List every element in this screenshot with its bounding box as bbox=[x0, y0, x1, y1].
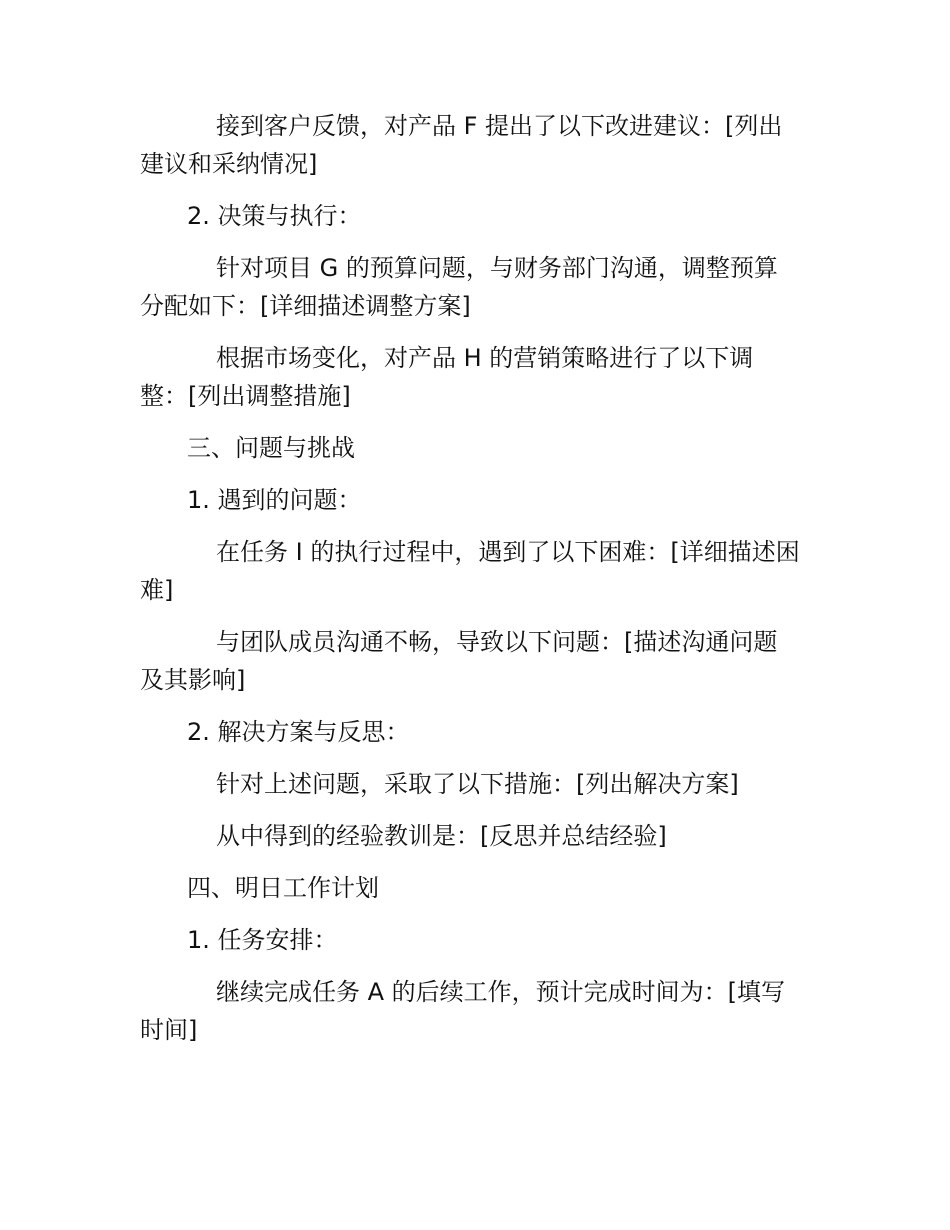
paragraph-team-communication: 与团队成员沟通不畅，导致以下问题：[描述沟通问题及其影响] bbox=[140, 628, 778, 694]
paragraph-product-f-feedback: 接到客户反馈，对产品 F 提出了以下改进建议：[列出建议和采纳情况] bbox=[140, 112, 783, 178]
subheading-decision-execution: 2. 决策与执行： bbox=[187, 202, 362, 230]
section-heading-problems-challenges: 三、问题与挑战 bbox=[187, 434, 355, 462]
subheading-task-arrangement: 1. 任务安排： bbox=[187, 926, 338, 954]
section-heading-tomorrow-plan: 四、明日工作计划 bbox=[187, 874, 379, 902]
paragraph-task-i-difficulties: 在任务 I 的执行过程中，遇到了以下困难：[详细描述困难] bbox=[140, 538, 800, 604]
subheading-problems-encountered: 1. 遇到的问题： bbox=[187, 486, 362, 514]
paragraph-lessons-learned: 从中得到的经验教训是：[反思并总结经验] bbox=[216, 822, 667, 850]
subheading-solutions-reflection: 2. 解决方案与反思： bbox=[187, 718, 410, 746]
paragraph-measures-taken: 针对上述问题，采取了以下措施：[列出解决方案] bbox=[216, 770, 739, 798]
document-content bbox=[140, 107, 800, 1063]
paragraph-project-g-budget: 针对项目 G 的预算问题，与财务部门沟通，调整预算分配如下：[详细描述调整方案] bbox=[140, 254, 778, 320]
paragraph-product-h-marketing: 根据市场变化，对产品 H 的营销策略进行了以下调整：[列出调整措施] bbox=[140, 344, 754, 410]
paragraph-task-a-followup: 继续完成任务 A 的后续工作，预计完成时间为：[填写时间] bbox=[140, 978, 786, 1044]
